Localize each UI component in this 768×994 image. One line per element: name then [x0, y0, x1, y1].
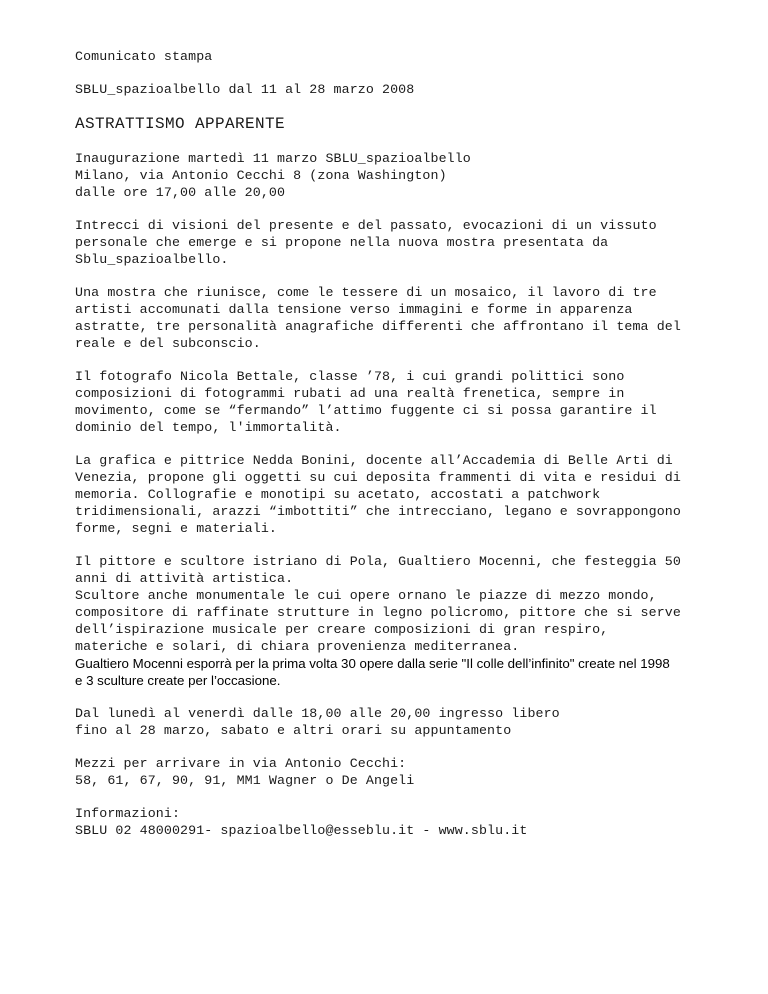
transport-info: Mezzi per arrivare in via Antonio Cecchi: 58, 61, 67, 90, 91, MM1 Wagner o De Angeli: [75, 756, 415, 788]
spacer: [75, 689, 735, 705]
opening-info: Inaugurazione martedì 11 marzo SBLU_spazioalbello Milano, via Antonio Cecchi 8 (zona Washington) dalle ore 17,00 alle 20,00: [75, 151, 471, 200]
spacer: [75, 789, 735, 805]
spacer: [75, 134, 735, 150]
artist-bonini-paragraph: La grafica e pittrice Nedda Bonini, docente all’Accademia di Belle Arti di Venezia, propone gli oggetti su cui deposita frammenti di vita e residui di memoria. Collografie e monotipi su acetato, accostati a patchwork tridimensionali, arazzi “imbottiti” che intrecciano, legano e sovrappongono forme, segni e materiali.: [75, 453, 681, 536]
opening-hours: Dal lunedì al venerdì dalle 18,00 alle 20,00 ingresso libero fino al 28 marzo, sabato e altri orari su appuntamento: [75, 706, 560, 738]
artist-mocenni-note: Gualtiero Mocenni esporrà per la prima volta 30 opere dalla serie "Il colle dell’infinito" create nel 1998 e 3 sculture create per l’occasione.: [75, 656, 670, 688]
spacer: [75, 201, 735, 217]
spacer: [75, 436, 735, 452]
spacer: [75, 268, 735, 284]
document-header: Comunicato stampa: [75, 49, 213, 64]
artist-mocenni-paragraph: Il pittore e scultore istriano di Pola, Gualtiero Mocenni, che festeggia 50 anni di attività artistica. Scultore anche monumentale le cui opere ornano le piazze di mezzo mondo, compositore di raffinate strutture in legno policromo, pittore che si serve dell’ispirazione musicale per creare composizioni di gran respiro, materiche e solari, di chiara provenienza mediterranea.: [75, 554, 681, 654]
spacer: [75, 739, 735, 755]
exhibition-dates: SBLU_spazioalbello dal 11 al 28 marzo 2008: [75, 82, 415, 97]
press-release-page: [75, 48, 735, 839]
artist-bettale-paragraph: Il fotografo Nicola Bettale, classe ’78, i cui grandi polittici sono composizioni di fotogrammi rubati ad una realtà frenetica, sempre in movimento, come se “fermando” l’attimo fuggente ci si possa garantire il dominio del tempo, l'immortalità.: [75, 369, 657, 435]
spacer: [75, 352, 735, 368]
intro-paragraph: Intrecci di visioni del presente e del passato, evocazioni di un vissuto personale che emerge e si propone nella nuova mostra presentata da Sblu_spazioalbello.: [75, 218, 657, 267]
spacer: [75, 537, 735, 553]
document-title: ASTRATTISMO APPARENTE: [75, 115, 286, 133]
spacer: [75, 65, 735, 81]
contact-info: Informazioni: SBLU 02 48000291- spazioalbello@esseblu.it - www.sblu.it: [75, 806, 528, 838]
exhibition-paragraph: Una mostra che riunisce, come le tessere di un mosaico, il lavoro di tre artisti accomunati dalla tensione verso immagini e forme in apparenza astratte, tre personalità anagrafiche differenti che affrontano il tema del reale e del subconscio.: [75, 285, 681, 351]
spacer: [75, 98, 735, 114]
